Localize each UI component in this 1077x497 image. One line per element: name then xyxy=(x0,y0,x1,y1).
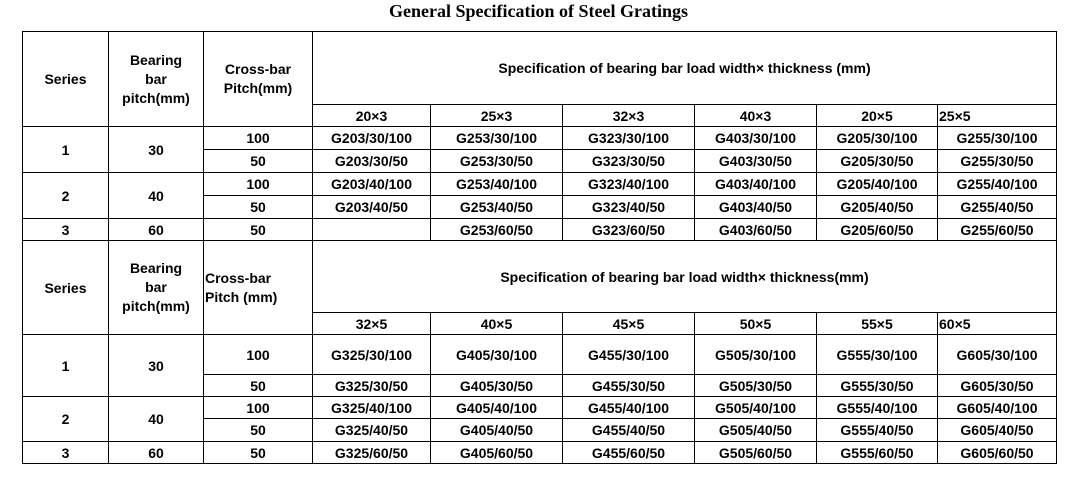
grating-code: G605/30/50 xyxy=(938,375,1057,397)
grating-code: G205/30/100 xyxy=(817,127,938,150)
grating-code: G405/40/50 xyxy=(431,419,563,442)
pitch-cell: 30 xyxy=(109,335,204,397)
grating-code: G555/60/50 xyxy=(817,442,938,464)
grating-code: G455/30/100 xyxy=(563,335,695,375)
size-header: 32×5 xyxy=(313,313,431,335)
grating-code: G325/40/50 xyxy=(313,419,431,442)
grating-code: G203/40/100 xyxy=(313,173,431,196)
series-cell: 2 xyxy=(23,173,109,219)
size-header: 20×3 xyxy=(313,105,431,127)
series-cell: 3 xyxy=(23,442,109,464)
series-cell: 2 xyxy=(23,397,109,442)
grating-code: G555/40/50 xyxy=(817,419,938,442)
grating-code: G403/60/50 xyxy=(695,219,817,241)
grating-code: G323/30/50 xyxy=(563,150,695,173)
cross-bar-cell: 50 xyxy=(204,196,313,219)
cross-bar-cell: 50 xyxy=(204,150,313,173)
size-header: 45×5 xyxy=(563,313,695,335)
grating-code: G555/30/50 xyxy=(817,375,938,397)
grating-code: G253/40/100 xyxy=(431,173,563,196)
grating-code: G505/30/50 xyxy=(695,375,817,397)
grating-code: G325/30/50 xyxy=(313,375,431,397)
grating-code: G205/40/100 xyxy=(817,173,938,196)
header-series: Series xyxy=(23,241,109,335)
size-header: 60×5 xyxy=(938,313,1057,335)
cross-bar-cell: 50 xyxy=(204,419,313,442)
grating-code: G253/60/50 xyxy=(431,219,563,241)
document-title: General Specification of Steel Gratings xyxy=(389,1,688,21)
cross-bar-cell: 50 xyxy=(204,442,313,464)
series-cell: 1 xyxy=(23,127,109,173)
grating-code: G405/30/50 xyxy=(431,375,563,397)
grating-code: G405/30/100 xyxy=(431,335,563,375)
header-cross-bar: Cross-bar Pitch (mm) xyxy=(204,241,313,335)
size-header: 50×5 xyxy=(695,313,817,335)
pitch-cell: 30 xyxy=(109,127,204,173)
grating-code: G405/60/50 xyxy=(431,442,563,464)
series-cell: 1 xyxy=(23,335,109,397)
grating-code: G255/30/100 xyxy=(938,127,1057,150)
size-header: 20×5 xyxy=(817,105,938,127)
size-header: 25×3 xyxy=(431,105,563,127)
grating-code: G455/40/100 xyxy=(563,397,695,419)
grating-code: G505/40/50 xyxy=(695,419,817,442)
grating-code: G555/40/100 xyxy=(817,397,938,419)
cross-bar-cell: 50 xyxy=(204,375,313,397)
pitch-cell: 60 xyxy=(109,219,204,241)
grating-code: G403/40/100 xyxy=(695,173,817,196)
grating-code: G325/60/50 xyxy=(313,442,431,464)
grating-code: G323/30/100 xyxy=(563,127,695,150)
grating-code: G323/40/100 xyxy=(563,173,695,196)
grating-code: G205/30/50 xyxy=(817,150,938,173)
grating-code: G253/40/50 xyxy=(431,196,563,219)
size-header: 55×5 xyxy=(817,313,938,335)
grating-code: G255/40/50 xyxy=(938,196,1057,219)
grating-code: G203/30/100 xyxy=(313,127,431,150)
pitch-cell: 40 xyxy=(109,397,204,442)
pitch-cell: 40 xyxy=(109,173,204,219)
grating-code: G455/60/50 xyxy=(563,442,695,464)
cross-bar-cell: 100 xyxy=(204,335,313,375)
spec-table-2 xyxy=(22,240,1057,464)
grating-code: G325/30/100 xyxy=(313,335,431,375)
grating-code: G605/40/50 xyxy=(938,419,1057,442)
grating-code: G505/40/100 xyxy=(695,397,817,419)
grating-code: G455/40/50 xyxy=(563,419,695,442)
grating-code: G205/60/50 xyxy=(817,219,938,241)
grating-code: G555/30/100 xyxy=(817,335,938,375)
header-cross-bar: Cross-bar Pitch(mm) xyxy=(204,32,313,127)
grating-code: G203/30/50 xyxy=(313,150,431,173)
header-series: Series xyxy=(23,32,109,127)
grating-code: G605/40/100 xyxy=(938,397,1057,419)
grating-code xyxy=(313,219,431,241)
grating-code: G255/30/50 xyxy=(938,150,1057,173)
grating-code: G405/40/100 xyxy=(431,397,563,419)
header-bearing-pitch: Bearing bar pitch(mm) xyxy=(109,32,204,127)
grating-code: G205/40/50 xyxy=(817,196,938,219)
spec-table-1 xyxy=(22,31,1057,241)
grating-code: G403/30/100 xyxy=(695,127,817,150)
header-specification: Specification of bearing bar load width× thickness (mm) xyxy=(313,32,1057,105)
pitch-cell: 60 xyxy=(109,442,204,464)
grating-code: G253/30/100 xyxy=(431,127,563,150)
grating-code: G403/30/50 xyxy=(695,150,817,173)
grating-code: G255/40/100 xyxy=(938,173,1057,196)
header-specification: Specification of bearing bar load width× thickness(mm) xyxy=(313,241,1057,313)
cross-bar-cell: 50 xyxy=(204,219,313,241)
series-cell: 3 xyxy=(23,219,109,241)
cross-bar-cell: 100 xyxy=(204,173,313,196)
header-bearing-pitch: Bearing bar pitch(mm) xyxy=(109,241,204,335)
size-header: 25×5 xyxy=(938,105,1057,127)
grating-code: G455/30/50 xyxy=(563,375,695,397)
grating-code: G605/60/50 xyxy=(938,442,1057,464)
size-header: 40×3 xyxy=(695,105,817,127)
grating-code: G403/40/50 xyxy=(695,196,817,219)
grating-code: G323/60/50 xyxy=(563,219,695,241)
cross-bar-cell: 100 xyxy=(204,127,313,150)
grating-code: G203/40/50 xyxy=(313,196,431,219)
size-header: 32×3 xyxy=(563,105,695,127)
grating-code: G505/30/100 xyxy=(695,335,817,375)
grating-code: G505/60/50 xyxy=(695,442,817,464)
grating-code: G253/30/50 xyxy=(431,150,563,173)
grating-code: G323/40/50 xyxy=(563,196,695,219)
grating-code: G605/30/100 xyxy=(938,335,1057,375)
grating-code: G255/60/50 xyxy=(938,219,1057,241)
grating-code: G325/40/100 xyxy=(313,397,431,419)
size-header: 40×5 xyxy=(431,313,563,335)
cross-bar-cell: 100 xyxy=(204,397,313,419)
